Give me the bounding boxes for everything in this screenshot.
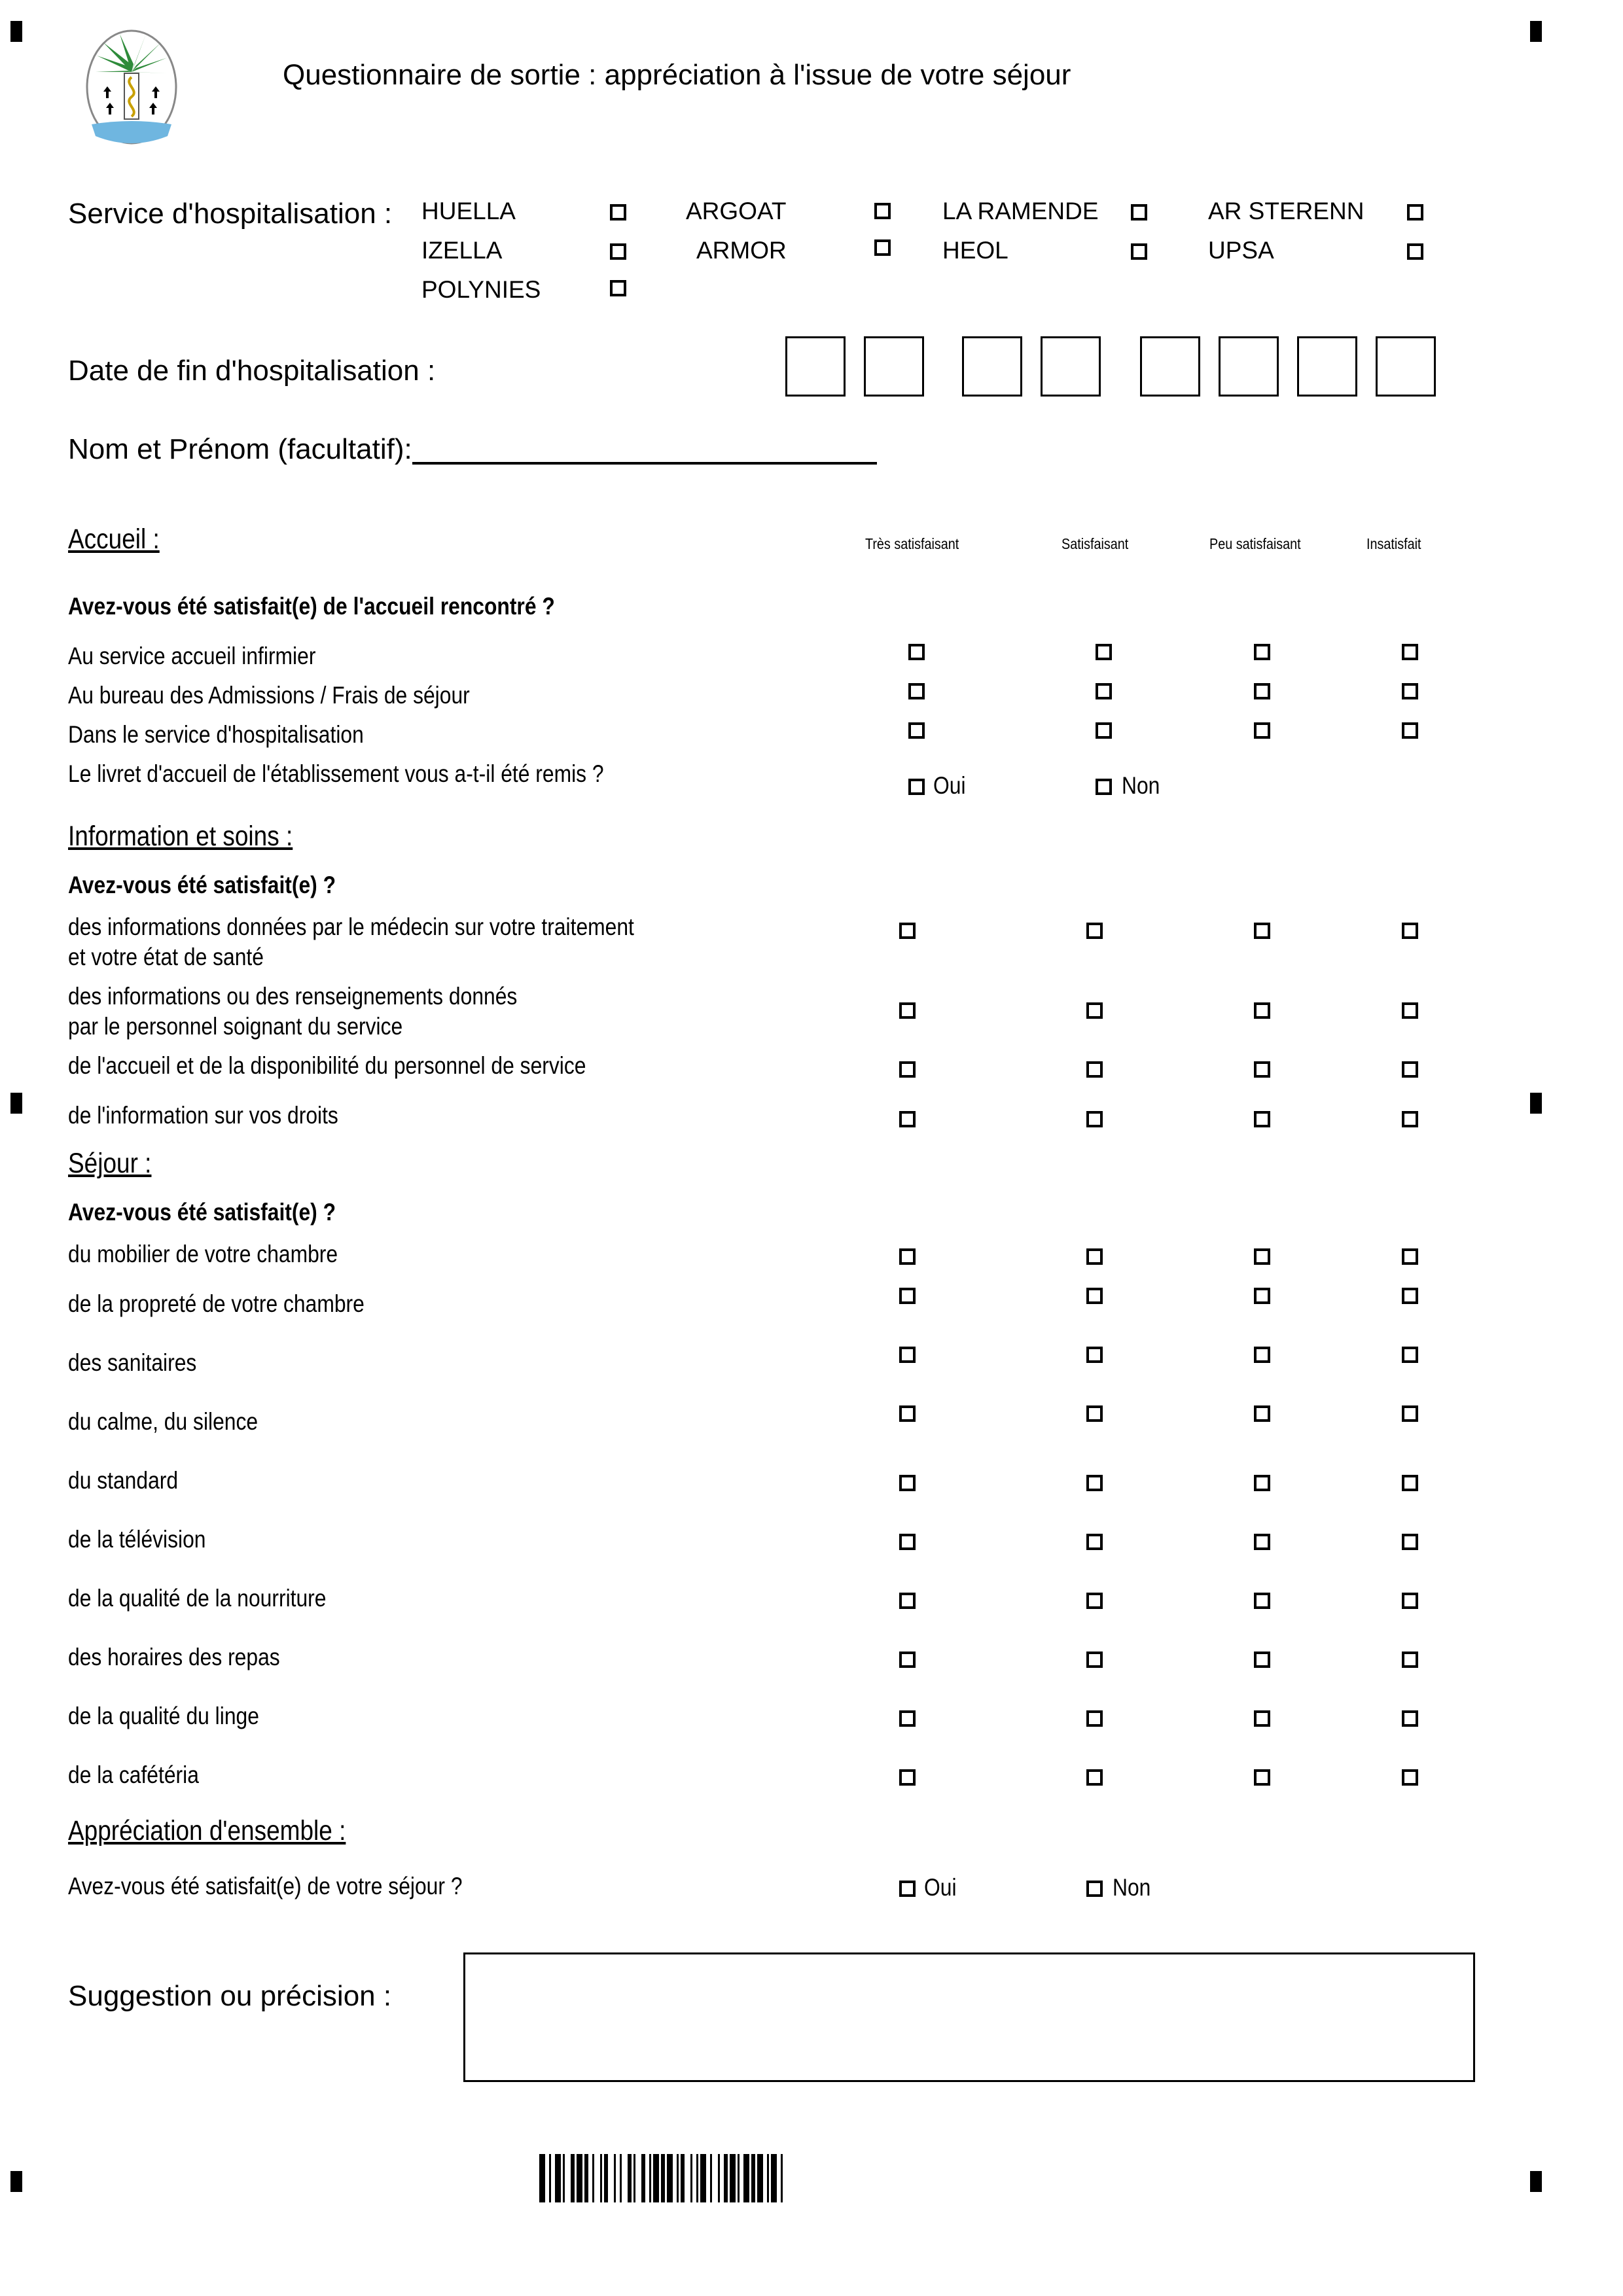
- row-label-livret: Le livret d'accueil de l'établissement vous a-t-il été remis ?: [68, 760, 604, 787]
- hospital-logo: [84, 26, 179, 148]
- rating-checkbox[interactable]: [1086, 1710, 1103, 1727]
- question-sejour: Avez-vous été satisfait(e) ?: [68, 1199, 336, 1226]
- rating-checkbox[interactable]: [1254, 1593, 1270, 1609]
- barcode-bar: [751, 2154, 755, 2202]
- barcode-bar: [604, 2154, 608, 2202]
- ward-label-izella: IZELLA: [421, 237, 503, 264]
- column-header-insatisfait: Insatisfait: [1366, 535, 1421, 552]
- suggestion-textarea[interactable]: [463, 1952, 1475, 2082]
- section-heading-ensemble: Appréciation d'ensemble :: [68, 1815, 346, 1846]
- row-label-sejour-standard: du standard: [68, 1467, 179, 1494]
- rating-checkbox[interactable]: [1086, 1002, 1103, 1019]
- registration-mark-bottom-left: [10, 2171, 22, 2192]
- barcode-bar: [718, 2154, 720, 2202]
- rating-checkbox[interactable]: [899, 923, 916, 939]
- ensemble-no-label: Non: [1113, 1874, 1151, 1901]
- rating-checkbox[interactable]: [1254, 1710, 1270, 1727]
- ward-checkbox-polynies[interactable]: [610, 280, 626, 296]
- registration-mark-mid-left: [10, 1093, 22, 1114]
- rating-checkbox[interactable]: [899, 1651, 916, 1668]
- page-title: Questionnaire de sortie : appréciation à l'issue de votre séjour: [283, 59, 1071, 91]
- row-label-info-soignant-cont: par le personnel soignant du service: [68, 1013, 403, 1040]
- ward-checkbox-la-ramende[interactable]: [1131, 204, 1147, 221]
- ensemble-yes-checkbox[interactable]: [899, 1881, 916, 1897]
- section-heading-accueil: Accueil :: [68, 523, 160, 555]
- barcode-bar: [696, 2154, 698, 2202]
- rating-checkbox[interactable]: [1086, 1405, 1103, 1422]
- rating-checkbox[interactable]: [1254, 1347, 1270, 1363]
- barcode-bar: [677, 2154, 679, 2202]
- rating-checkbox[interactable]: [1086, 1347, 1103, 1363]
- barcode-bar: [690, 2154, 692, 2202]
- barcode-bar: [710, 2154, 712, 2202]
- ward-label-huella: HUELLA: [421, 198, 516, 224]
- row-label-accueil-infirmier: Au service accueil infirmier: [68, 643, 316, 669]
- rating-checkbox[interactable]: [1086, 923, 1103, 939]
- row-label-info-droits: de l'information sur vos droits: [68, 1102, 338, 1129]
- rating-checkbox[interactable]: [1086, 1475, 1103, 1491]
- livret-yes-label: Oui: [933, 772, 966, 799]
- date-label: Date de fin d'hospitalisation :: [68, 355, 436, 387]
- date-month-digit-2[interactable]: [1041, 336, 1101, 397]
- rating-checkbox[interactable]: [1402, 1288, 1418, 1304]
- row-label-accueil-admissions: Au bureau des Admissions / Frais de séjour: [68, 682, 470, 709]
- rating-checkbox[interactable]: [1402, 923, 1418, 939]
- barcode-bar: [555, 2154, 561, 2202]
- suggestion-label: Suggestion ou précision :: [68, 1980, 392, 2012]
- ward-checkbox-heol[interactable]: [1131, 243, 1147, 260]
- barcode-bar: [724, 2154, 728, 2202]
- ward-checkbox-upsa[interactable]: [1407, 243, 1423, 260]
- barcode-bar: [641, 2154, 645, 2202]
- rating-checkbox[interactable]: [1402, 1061, 1418, 1078]
- barcode-bar: [743, 2154, 749, 2202]
- rating-checkbox[interactable]: [1402, 1593, 1418, 1609]
- barcode-bar: [649, 2154, 651, 2202]
- row-label-info-personnel: de l'accueil et de la disponibilité du personnel de service: [68, 1052, 586, 1079]
- barcode-bar: [730, 2154, 736, 2202]
- rating-checkbox[interactable]: [908, 683, 925, 699]
- barcode-bar: [738, 2154, 740, 2202]
- rating-checkbox[interactable]: [1254, 1061, 1270, 1078]
- rating-checkbox[interactable]: [1096, 683, 1112, 699]
- column-header-peu-satisfaisant: Peu satisfaisant: [1209, 535, 1301, 552]
- date-day-digit-2[interactable]: [864, 336, 924, 397]
- rating-checkbox[interactable]: [1254, 1534, 1270, 1550]
- ward-label-armor: ARMOR: [696, 237, 787, 264]
- barcode-bar: [653, 2154, 659, 2202]
- question-accueil: Avez-vous été satisfait(e) de l'accueil rencontré ?: [68, 593, 555, 620]
- row-label-info-medecin-cont: et votre état de santé: [68, 944, 264, 970]
- rating-checkbox[interactable]: [899, 1111, 916, 1127]
- barcode-bar: [633, 2154, 635, 2202]
- name-field-line[interactable]: [412, 462, 877, 465]
- rating-checkbox[interactable]: [1402, 644, 1418, 660]
- row-label-sejour-nourriture: de la qualité de la nourriture: [68, 1585, 327, 1612]
- barcode-bar: [771, 2154, 777, 2202]
- date-year-digit-2[interactable]: [1219, 336, 1279, 397]
- rating-checkbox[interactable]: [1096, 722, 1112, 739]
- rating-checkbox[interactable]: [1254, 683, 1270, 699]
- ward-checkbox-argoat[interactable]: [874, 203, 891, 219]
- row-label-sejour-proprete: de la propreté de votre chambre: [68, 1290, 365, 1317]
- barcode-bar: [767, 2154, 769, 2202]
- ward-label-polynies: POLYNIES: [421, 276, 541, 303]
- registration-mark-top-left: [10, 21, 22, 42]
- rating-checkbox[interactable]: [899, 1710, 916, 1727]
- date-month-digit-1[interactable]: [962, 336, 1022, 397]
- rating-checkbox[interactable]: [899, 1248, 916, 1265]
- rating-checkbox[interactable]: [1254, 722, 1270, 739]
- registration-mark-mid-right: [1530, 1093, 1542, 1114]
- row-label-accueil-service: Dans le service d'hospitalisation: [68, 721, 364, 748]
- rating-checkbox[interactable]: [1402, 1710, 1418, 1727]
- ensemble-yes-label: Oui: [924, 1874, 957, 1901]
- barcode-bar: [563, 2154, 565, 2202]
- livret-yes-checkbox[interactable]: [908, 779, 925, 795]
- livret-no-checkbox[interactable]: [1096, 779, 1112, 795]
- row-label-sejour-horaires: des horaires des repas: [68, 1644, 280, 1670]
- rating-checkbox[interactable]: [908, 722, 925, 739]
- registration-mark-top-right: [1530, 21, 1542, 42]
- ward-label-upsa: UPSA: [1208, 237, 1274, 264]
- date-day-digit-1[interactable]: [785, 336, 846, 397]
- ward-checkbox-ar-sterenn[interactable]: [1407, 204, 1423, 221]
- ward-label-ar-sterenn: AR STERENN: [1208, 198, 1364, 224]
- rating-checkbox[interactable]: [1402, 1002, 1418, 1019]
- barcode-bar: [700, 2154, 706, 2202]
- name-label: Nom et Prénom (facultatif):: [68, 433, 412, 465]
- barcode-bar: [549, 2154, 551, 2202]
- livret-no-label: Non: [1122, 772, 1160, 799]
- rating-checkbox[interactable]: [1254, 1651, 1270, 1668]
- rating-checkbox[interactable]: [1086, 1534, 1103, 1550]
- barcode-bar: [661, 2154, 665, 2202]
- barcode-bar: [600, 2154, 602, 2202]
- rating-checkbox[interactable]: [1086, 1651, 1103, 1668]
- rating-checkbox[interactable]: [1402, 1347, 1418, 1363]
- ward-label-heol: HEOL: [942, 237, 1008, 264]
- rating-checkbox[interactable]: [1254, 1405, 1270, 1422]
- rating-checkbox[interactable]: [1254, 644, 1270, 660]
- rating-checkbox[interactable]: [908, 644, 925, 660]
- barcode-bar: [571, 2154, 575, 2202]
- section-heading-sejour: Séjour :: [68, 1148, 152, 1179]
- ward-label-la-ramende: LA RAMENDE: [942, 198, 1099, 224]
- rating-checkbox[interactable]: [1086, 1061, 1103, 1078]
- barcode-bar: [667, 2154, 673, 2202]
- rating-checkbox[interactable]: [899, 1061, 916, 1078]
- barcode-bar: [757, 2154, 763, 2202]
- row-label-sejour-calme: du calme, du silence: [68, 1408, 259, 1435]
- column-header-tres-satisfaisant: Très satisfaisant: [865, 535, 959, 552]
- column-header-satisfaisant: Satisfaisant: [1061, 535, 1129, 552]
- rating-checkbox[interactable]: [1254, 1769, 1270, 1786]
- barcode-bar: [781, 2154, 783, 2202]
- rating-checkbox[interactable]: [1254, 1111, 1270, 1127]
- rating-checkbox[interactable]: [1402, 722, 1418, 739]
- question-information: Avez-vous été satisfait(e) ?: [68, 872, 336, 898]
- row-label-info-medecin: des informations données par le médecin sur votre traitement: [68, 913, 634, 940]
- row-label-sejour-sanitaires: des sanitaires: [68, 1349, 197, 1376]
- rating-checkbox[interactable]: [1086, 1111, 1103, 1127]
- section-heading-information: Information et soins :: [68, 821, 293, 852]
- rating-checkbox[interactable]: [899, 1002, 916, 1019]
- ward-checkbox-armor[interactable]: [874, 239, 891, 256]
- service-label: Service d'hospitalisation :: [68, 198, 393, 230]
- rating-checkbox[interactable]: [1254, 1475, 1270, 1491]
- barcode: [539, 2154, 1010, 2202]
- barcode-bar: [584, 2154, 588, 2202]
- row-label-info-soignant: des informations ou des renseignements donnés: [68, 983, 518, 1010]
- rating-checkbox[interactable]: [1402, 1475, 1418, 1491]
- row-label-sejour-mobilier: du mobilier de votre chambre: [68, 1241, 338, 1267]
- barcode-bar: [628, 2154, 632, 2202]
- barcode-bar: [577, 2154, 582, 2202]
- rating-checkbox[interactable]: [1096, 644, 1112, 660]
- rating-checkbox[interactable]: [1402, 1405, 1418, 1422]
- rating-checkbox[interactable]: [1254, 1288, 1270, 1304]
- rating-checkbox[interactable]: [1402, 1248, 1418, 1265]
- barcode-bar: [681, 2154, 685, 2202]
- rating-checkbox[interactable]: [1086, 1288, 1103, 1304]
- date-year-digit-1[interactable]: [1140, 336, 1200, 397]
- ward-label-argoat: ARGOAT: [686, 198, 787, 224]
- rating-checkbox[interactable]: [1402, 1111, 1418, 1127]
- row-label-sejour-television: de la télévision: [68, 1526, 206, 1553]
- rating-checkbox[interactable]: [899, 1475, 916, 1491]
- registration-mark-bottom-right: [1530, 2171, 1542, 2192]
- rating-checkbox[interactable]: [1254, 1002, 1270, 1019]
- rating-checkbox[interactable]: [899, 1288, 916, 1304]
- rating-checkbox[interactable]: [1402, 1534, 1418, 1550]
- date-year-digit-4[interactable]: [1376, 336, 1436, 397]
- rating-checkbox[interactable]: [1402, 1651, 1418, 1668]
- rating-checkbox[interactable]: [1086, 1769, 1103, 1786]
- rating-checkbox[interactable]: [1402, 683, 1418, 699]
- row-label-sejour-cafeteria: de la cafétéria: [68, 1761, 199, 1788]
- ward-checkbox-huella[interactable]: [610, 204, 626, 221]
- rating-checkbox[interactable]: [1254, 1248, 1270, 1265]
- ward-checkbox-izella[interactable]: [610, 243, 626, 260]
- rating-checkbox[interactable]: [899, 1593, 916, 1609]
- rating-checkbox[interactable]: [899, 1534, 916, 1550]
- rating-checkbox[interactable]: [899, 1405, 916, 1422]
- barcode-bar: [614, 2154, 616, 2202]
- rating-checkbox[interactable]: [1086, 1593, 1103, 1609]
- ensemble-no-checkbox[interactable]: [1086, 1881, 1103, 1897]
- barcode-bar: [539, 2154, 545, 2202]
- rating-checkbox[interactable]: [1086, 1248, 1103, 1265]
- barcode-bar: [620, 2154, 622, 2202]
- rating-checkbox[interactable]: [1402, 1769, 1418, 1786]
- rating-checkbox[interactable]: [899, 1769, 916, 1786]
- date-year-digit-3[interactable]: [1297, 336, 1357, 397]
- barcode-bar: [592, 2154, 594, 2202]
- row-label-sejour-linge: de la qualité du linge: [68, 1703, 259, 1729]
- question-ensemble: Avez-vous été satisfait(e) de votre séjour ?: [68, 1873, 463, 1899]
- rating-checkbox[interactable]: [1254, 923, 1270, 939]
- rating-checkbox[interactable]: [899, 1347, 916, 1363]
